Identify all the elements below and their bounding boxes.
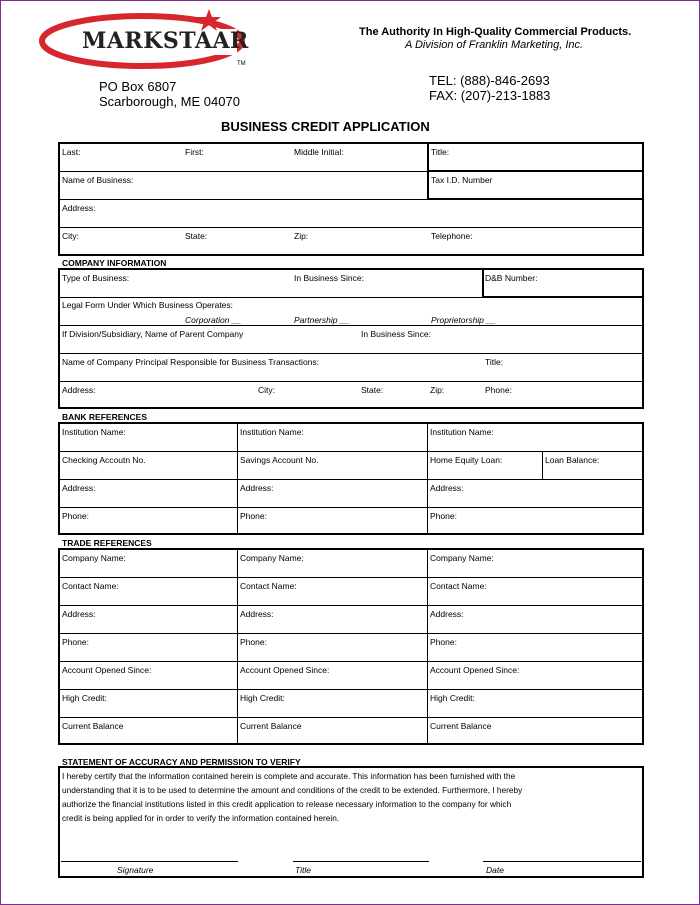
signature-line[interactable] — [61, 861, 238, 862]
parent-since-field[interactable]: In Business Since: — [361, 329, 431, 339]
tel: TEL: (888)-846-2693 — [429, 73, 550, 88]
bank-address-2[interactable]: Address: — [240, 483, 274, 493]
trade-account-opened-1[interactable]: Account Opened Since: — [62, 665, 152, 675]
trade-company-name-3[interactable]: Company Name: — [430, 553, 494, 563]
title-label: Title — [295, 865, 311, 875]
state-field[interactable]: State: — [185, 231, 208, 241]
corporation-option[interactable]: Corporation __ — [185, 315, 242, 325]
statement-line-1: I hereby certify that the information contained herein is complete and accurate. This information has been furnished with the — [62, 771, 516, 781]
proprietorship-option[interactable]: Proprietorship __ — [431, 315, 496, 325]
division-line: A Division of Franklin Marketing, Inc. — [405, 39, 584, 51]
principal-title-field[interactable]: Title: — [485, 357, 504, 367]
bank-address-1[interactable]: Address: — [62, 483, 96, 493]
statement-text — [62, 769, 637, 825]
bank-phone-3[interactable]: Phone: — [430, 511, 457, 521]
logo-tm: TM — [237, 61, 246, 67]
date-line[interactable] — [483, 861, 641, 862]
trade-contact-name-3[interactable]: Contact Name: — [430, 581, 487, 591]
signature-label: Signature — [117, 865, 154, 875]
trade-contact-name-2[interactable]: Contact Name: — [240, 581, 297, 591]
date-label: Date — [486, 865, 504, 875]
trade-company-name-1[interactable]: Company Name: — [62, 553, 126, 563]
bank-institution-1[interactable]: Institution Name: — [62, 427, 126, 437]
trade-account-opened-2[interactable]: Account Opened Since: — [240, 665, 330, 675]
address-line-1: PO Box 6807 — [99, 79, 177, 94]
principal-field[interactable]: Name of Company Principal Responsible for Business Transactions: — [62, 357, 320, 367]
trade-current-balance-3[interactable]: Current Balance — [430, 721, 492, 731]
business-name-field[interactable]: Name of Business: — [62, 175, 134, 185]
title-line[interactable] — [293, 861, 429, 862]
trade-high-credit-1[interactable]: High Credit: — [62, 693, 107, 703]
home-equity-field[interactable]: Home Equity Loan: — [430, 455, 503, 465]
savings-account-field[interactable]: Savings Account No. — [240, 455, 319, 465]
tagline: The Authority In High-Quality Commercial Products. — [359, 26, 632, 38]
trade-current-balance-2[interactable]: Current Balance — [240, 721, 302, 731]
trade-company-name-2[interactable]: Company Name: — [240, 553, 304, 563]
company-state-field[interactable]: State: — [361, 385, 384, 395]
logo-text: MARKSTAAR — [82, 28, 249, 54]
trade-contact-name-1[interactable]: Contact Name: — [62, 581, 119, 591]
business-since-field[interactable]: In Business Since: — [294, 273, 364, 283]
legal-form-label: Legal Form Under Which Business Operates: — [62, 300, 234, 310]
trade-phone-1[interactable]: Phone: — [62, 637, 89, 647]
company-address-field[interactable]: Address: — [62, 385, 96, 395]
bank-institution-2[interactable]: Institution Name: — [240, 427, 304, 437]
last-name-field[interactable]: Last: — [62, 147, 81, 157]
trade-address-1[interactable]: Address: — [62, 609, 96, 619]
middle-initial-field[interactable]: Middle Initial: — [294, 147, 344, 157]
tax-id-field[interactable]: Tax I.D. Number — [431, 175, 493, 185]
first-name-field[interactable]: First: — [185, 147, 204, 157]
statement-heading: STATEMENT OF ACCURACY AND PERMISSION TO VERIFY — [62, 757, 301, 767]
checking-account-field[interactable]: Checking Accoutn No. — [62, 455, 146, 465]
company-info-heading: COMPANY INFORMATION — [62, 258, 167, 268]
city-field[interactable]: City: — [62, 231, 79, 241]
address-line-2: Scarborough, ME 04070 — [99, 94, 240, 109]
trade-current-balance-1[interactable]: Current Balance — [62, 721, 124, 731]
markstaar-logo — [37, 9, 257, 69]
bank-phone-2[interactable]: Phone: — [240, 511, 267, 521]
trade-address-3[interactable]: Address: — [430, 609, 464, 619]
bank-references-heading: BANK REFERENCES — [62, 412, 148, 422]
trade-references-heading: TRADE REFERENCES — [62, 538, 152, 548]
trade-account-opened-3[interactable]: Account Opened Since: — [430, 665, 520, 675]
address-field[interactable]: Address: — [62, 203, 96, 213]
trade-phone-3[interactable]: Phone: — [430, 637, 457, 647]
statement-line-3: authorize the financial institutions listed in this credit application to release necessary information to the company for which — [62, 799, 512, 809]
type-of-business-field[interactable]: Type of Business: — [62, 273, 130, 283]
bank-institution-3[interactable]: Institution Name: — [430, 427, 494, 437]
form-title: BUSINESS CREDIT APPLICATION — [221, 119, 430, 134]
loan-balance-field[interactable]: Loan Balance: — [545, 455, 600, 465]
company-city-field[interactable]: City: — [258, 385, 275, 395]
trade-address-2[interactable]: Address: — [240, 609, 274, 619]
company-phone-field[interactable]: Phone: — [485, 385, 512, 395]
trade-high-credit-3[interactable]: High Credit: — [430, 693, 475, 703]
fax: FAX: (207)-213-1883 — [429, 88, 551, 103]
telephone-field[interactable]: Telephone: — [431, 231, 473, 241]
trade-phone-2[interactable]: Phone: — [240, 637, 267, 647]
statement-line-4: credit is being applied for in order to verify the information contained herein. — [62, 813, 340, 823]
bank-address-3[interactable]: Address: — [430, 483, 464, 493]
trade-high-credit-2[interactable]: High Credit: — [240, 693, 285, 703]
statement-line-2: understanding that it is to be used to determine the amount and conditions of the credit to be extended. Furthermore, I hereby — [62, 785, 523, 795]
bank-phone-1[interactable]: Phone: — [62, 511, 89, 521]
company-zip-field[interactable]: Zip: — [430, 385, 445, 395]
partnership-option[interactable]: Partnership __ — [294, 315, 350, 325]
parent-company-field[interactable]: If Division/Subsidiary, Name of Parent Company — [62, 329, 244, 339]
title-field[interactable]: Title: — [431, 147, 450, 157]
dnb-number-field[interactable]: D&B Number: — [485, 273, 538, 283]
zip-field[interactable]: Zip: — [294, 231, 309, 241]
